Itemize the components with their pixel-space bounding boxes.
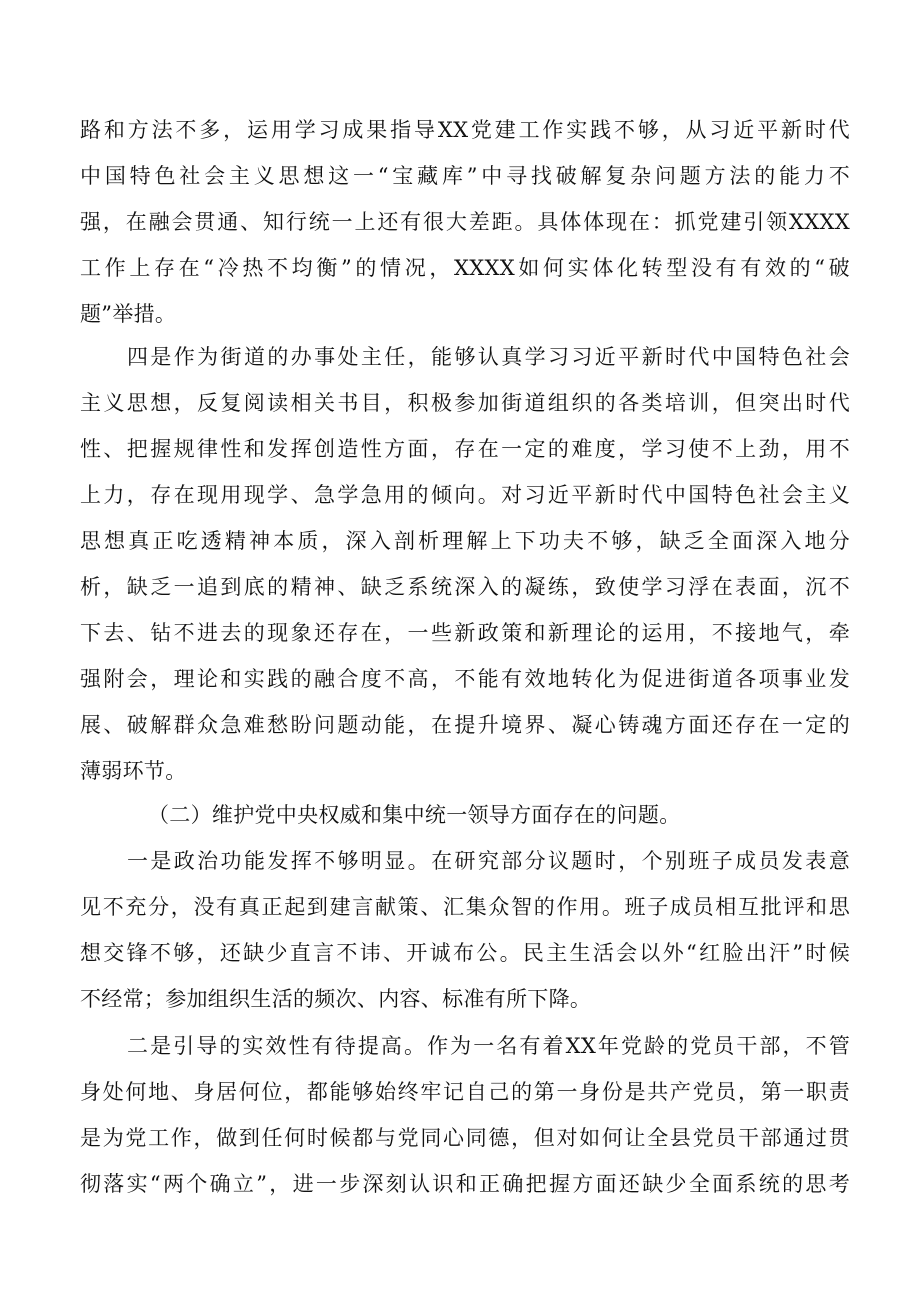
paragraph-2-line-1: 四是作为街道的办事处主任，能够认真学习习近平新时代中国特色社会 [127, 345, 850, 369]
paragraph-1-line-3: 强，在融会贯通、知行统一上还有很大差距。具体体现在：抓党建引领XXXX [80, 210, 850, 234]
paragraph-4-line-2: 身处何地、身居何位，都能够始终牢记自己的第一身份是共产党员，第一职责 [80, 1080, 850, 1104]
paragraph-2-line-3: 性、把握规律性和发挥创造性方面，存在一定的难度，学习使不上劲，用不 [80, 437, 850, 461]
paragraph-2-line-9: 展、破解群众急难愁盼问题动能，在提升境界、凝心铸魂方面还存在一定的 [80, 713, 850, 737]
paragraph-2-line-4: 上力，存在现用现学、急学急用的倾向。对习近平新时代中国特色社会主义 [80, 483, 850, 507]
paragraph-3-line-2: 见不充分，没有真正起到建言献策、汇集众智的作用。班子成员相互批评和思 [80, 895, 850, 919]
paragraph-1-line-5: 题”举措。 [80, 302, 177, 326]
paragraph-4-line-3: 是为党工作，做到任何时候都与党同心同德，但对如何让全县党员干部通过贯 [80, 1126, 850, 1150]
paragraph-1-line-1: 路和方法不多，运用学习成果指导XX党建工作实践不够，从习近平新时代 [80, 118, 850, 142]
paragraph-1-line-2: 中国特色社会主义思想这一“宝藏库”中寻找破解复杂问题方法的能力不 [80, 164, 850, 188]
paragraph-2-line-6: 析，缺乏一追到底的精神、缺乏系统深入的凝练，致使学习浮在表面，沉不 [80, 575, 850, 599]
section-heading: （二）维护党中央权威和集中统一领导方面存在的问题。 [148, 803, 681, 827]
paragraph-3-line-1: 一是政治功能发挥不够明显。在研究部分议题时，个别班子成员发表意 [127, 849, 850, 873]
paragraph-2-line-10: 薄弱环节。 [80, 759, 187, 783]
paragraph-2-line-2: 主义思想，反复阅读相关书目，积极参加街道组织的各类培训，但突出时代 [80, 391, 850, 415]
paragraph-1-line-4: 工作上存在“冷热不均衡”的情况，XXXX如何实体化转型没有有效的“破 [80, 256, 850, 280]
paragraph-3-line-4: 不经常；参加组织生活的频次、内容、标准有所下降。 [80, 987, 592, 1011]
paragraph-2-line-8: 强附会，理论和实践的融合度不高，不能有效地转化为促进街道各项事业发 [80, 667, 850, 691]
paragraph-4-line-1: 二是引导的实效性有待提高。作为一名有着XX年党龄的党员干部，不管 [127, 1034, 850, 1058]
paragraph-2-line-5: 思想真正吃透精神本质，深入剖析理解上下功夫不够，缺乏全面深入地分 [80, 529, 850, 553]
paragraph-2-line-7: 下去、钻不进去的现象还存在，一些新政策和新理论的运用，不接地气，牵 [80, 621, 850, 645]
paragraph-3-line-3: 想交锋不够，还缺少直言不讳、开诚布公。民主生活会以外“红脸出汗”时候 [80, 941, 850, 965]
paragraph-4-line-4: 彻落实“两个确立”，进一步深刻认识和正确把握方面还缺少全面系统的思考 [80, 1172, 850, 1196]
